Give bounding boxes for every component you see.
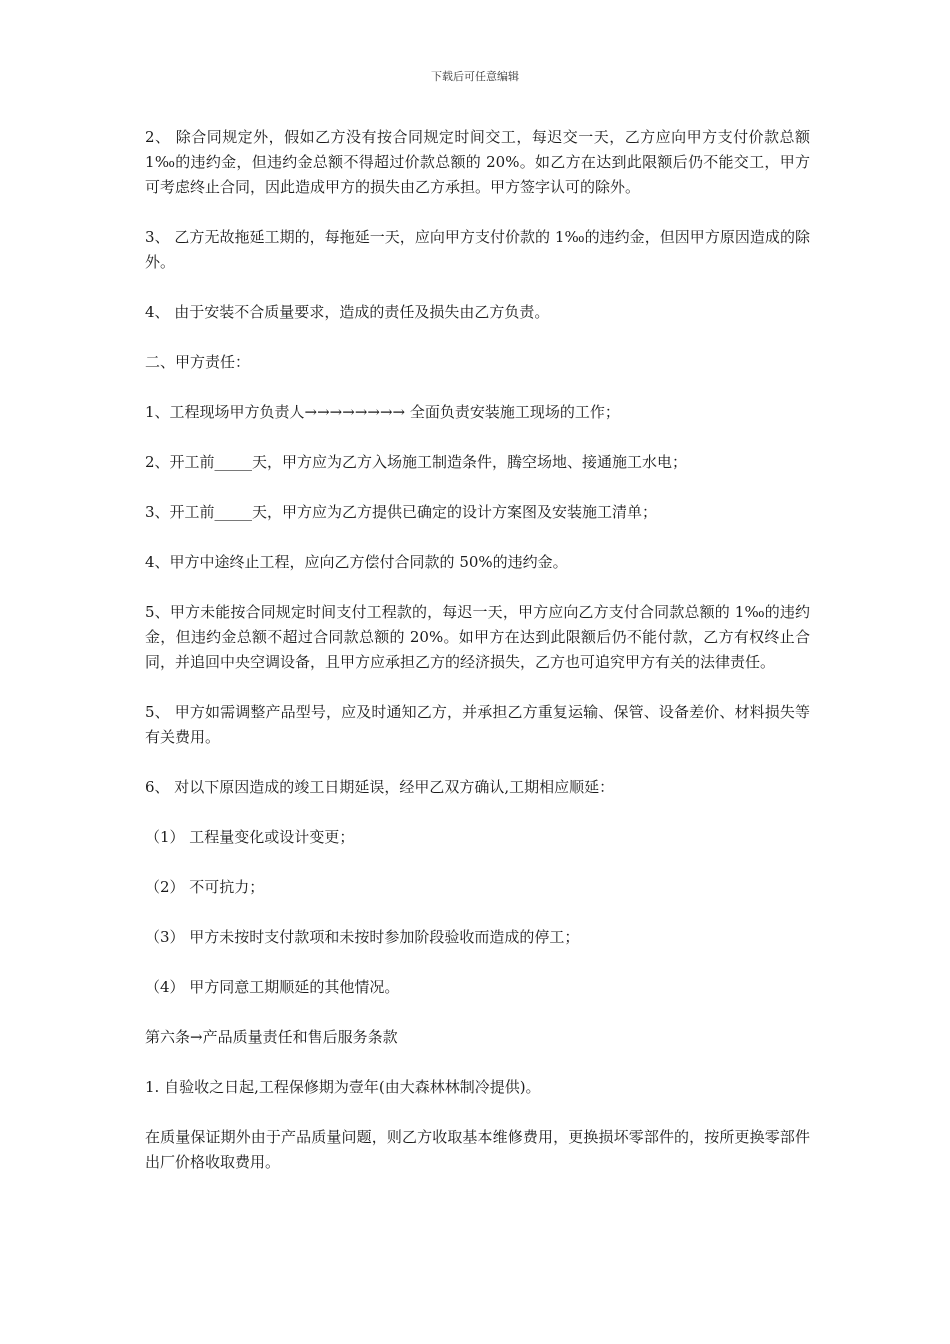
paragraph: 3、开工前_____天，甲方应为乙方提供已确定的设计方案图及安装施工清单； [145, 503, 658, 521]
paragraph: 在质量保证期外由于产品质量问题，则乙方收取基本维修费用，更换损坏零部件的，按所更换零部件出厂价格收取费用。 [145, 1128, 810, 1171]
paragraph: 3、 乙方无故拖延工期的，每拖延一天，应向甲方支付价款的 1‰的违约金，但因甲方原因造成的除外。 [145, 228, 810, 271]
section-heading: 二、甲方责任： [145, 353, 251, 371]
section-heading: 第六条→产品质量责任和售后服务条款 [145, 1028, 398, 1046]
paragraph: 6、 对以下原因造成的竣工日期延误，经甲乙双方确认,工期相应顺延： [145, 778, 615, 796]
paragraph: 4、 由于安装不合质量要求，造成的责任及损失由乙方负责。 [145, 303, 550, 321]
paragraph: 5、 甲方如需调整产品型号，应及时通知乙方，并承担乙方重复运输、保管、设备差价、材料损失等有关费用。 [145, 703, 810, 746]
document-body [145, 125, 810, 1175]
paragraph: 2、开工前_____天，甲方应为乙方入场施工制造条件，腾空场地、接通施工水电； [145, 453, 688, 471]
paragraph: 1、工程现场甲方负责人→→→→→→→→ 全面负责安装施工现场的工作； [145, 403, 620, 421]
list-item: （2） 不可抗力； [145, 878, 265, 896]
list-item: （4） 甲方同意工期顺延的其他情况。 [145, 978, 400, 996]
paragraph: 2、 除合同规定外，假如乙方没有按合同规定时间交工，每迟交一天，乙方应向甲方支付价款总额 1‰的违约金，但违约金总额不得超过价款总额的 20%。如乙方在达到此限额后仍不能交工，甲方可考虑终止合同，因此造成甲方的损失由乙方承担。甲方签字认可的除外。 [145, 128, 810, 196]
paragraph: 5、甲方未能按合同规定时间支付工程款的，每迟一天，甲方应向乙方支付合同款总额的 1‰的违约金，但违约金总额不超过合同款总额的 20%。如甲方在达到此限额后仍不能付款，乙方有权终止合同，并追回中央空调设备，且甲方应承担乙方的经济损失，乙方也可追究甲方有关的法律责任。 [145, 603, 810, 671]
page-header: 下载后可任意编辑 [431, 70, 519, 83]
paragraph: 4、甲方中途终止工程，应向乙方偿付合同款的 50%的违约金。 [145, 553, 568, 571]
paragraph: 1. 自验收之日起,工程保修期为壹年(由大森林林制冷提供)。 [145, 1078, 541, 1096]
list-item: （1） 工程量变化或设计变更； [145, 828, 355, 846]
list-item: （3） 甲方未按时支付款项和未按时参加阶段验收而造成的停工； [145, 928, 580, 946]
